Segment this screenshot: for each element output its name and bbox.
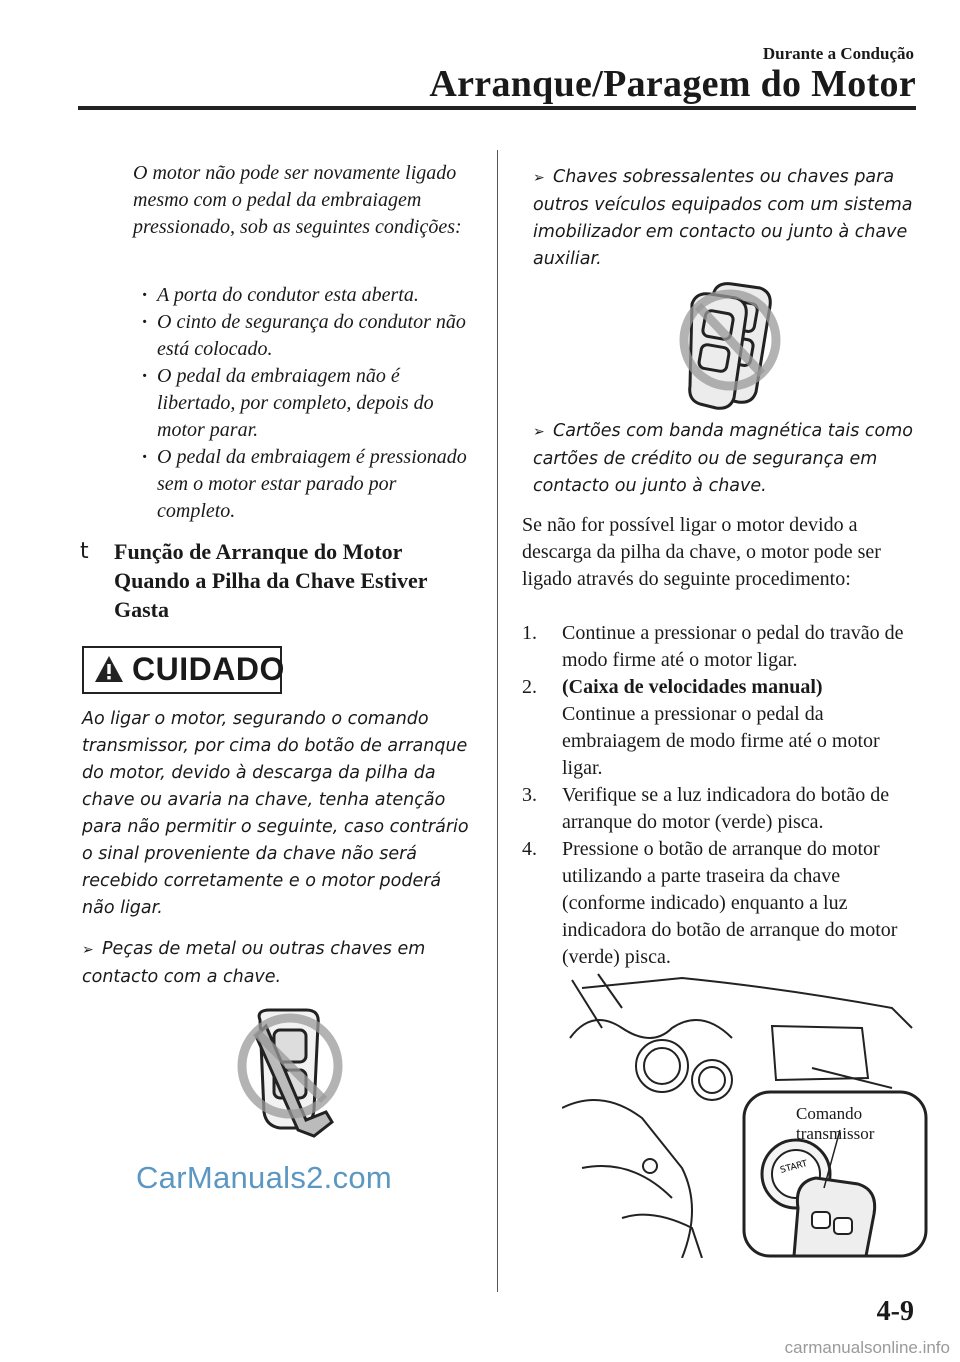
step-number: 1. — [522, 622, 537, 644]
header-rule — [78, 106, 916, 110]
figure-label-line: transmissor — [796, 1124, 875, 1143]
caution-box — [82, 646, 285, 694]
page-number: 4-9 — [876, 1296, 914, 1327]
footer-url: carmanualsonline.info — [784, 1338, 950, 1357]
condition-item: · A porta do condutor esta aberta. — [140, 282, 470, 309]
step-bold-text: (Caixa de velocidades manual) — [562, 676, 823, 698]
arrow-bullet-icon: ➢ — [533, 170, 545, 186]
arrow-bullet-icon: ➢ — [533, 424, 545, 440]
figure-label — [796, 1104, 874, 1144]
step-number: 3. — [522, 784, 537, 806]
watermark: CarManuals2.com — [136, 1160, 393, 1195]
caution-item-text: Cartões com banda magnética tais como cartões de crédito ou de segurança em contacto ou junto à chave. — [533, 421, 913, 496]
procedure-steps — [522, 620, 922, 971]
step-text: Verifique se a luz indicadora do botão de arranque do motor (verde) pisca. — [562, 784, 890, 833]
warning-icon — [94, 654, 124, 684]
page-title: Arranque/Paragem do Motor — [429, 63, 916, 105]
procedure-step — [522, 836, 922, 971]
caution-label: CUIDADO — [132, 651, 285, 687]
procedure-step — [522, 674, 922, 782]
caution-item-text: Peças de metal ou outras chaves em contacto com a chave. — [82, 939, 426, 987]
condition-item: · O pedal da embraiagem não é libertado, por completo, depois do motor parar. — [140, 363, 470, 444]
procedure-step — [522, 620, 922, 674]
chapter-label: Durante a Condução — [762, 44, 914, 63]
intro-note: O motor não pode ser novamente ligado mesmo com o pedal da embraiagem pressionado, sob as seguintes condições: — [133, 162, 462, 238]
caution-item — [533, 418, 925, 500]
procedure-intro: Se não for possível ligar o motor devido a descarga da pilha da chave, o motor pode ser ligado através do seguinte procedimento: — [522, 514, 881, 590]
two-keys-figure — [674, 276, 782, 414]
step-number: 4. — [522, 838, 537, 860]
column-divider — [497, 150, 498, 1292]
caution-item-text: Chaves sobressalentes ou chaves para outros veículos equipados com um sistema imobilizador em contacto ou junto à chave auxiliar. — [533, 167, 913, 269]
step-text: Continue a pressionar o pedal do travão de modo firme até o motor ligar. — [562, 622, 904, 671]
condition-list — [140, 282, 470, 525]
figure-label-line: Comando — [796, 1104, 863, 1123]
section-heading: Função de Arranque do Motor Quando a Pilha da Chave Estiver Gasta — [114, 539, 428, 622]
caution-item — [533, 164, 925, 273]
section-marker: t — [80, 539, 89, 564]
caution-text: Ao ligar o motor, segurando o comando transmissor, por cima do botão de arranque do motor, devido à descarga da pilha da chave ou avaria na chave, tenha atenção para não permitir o seguinte, caso contrário o sinal proveniente da chave não será recebido corretamente e o motor poderá não ligar. — [82, 709, 469, 918]
start-button-text: START — [779, 1159, 809, 1176]
step-text: Continue a pressionar o pedal da embraiagem de modo firme até o motor ligar. — [562, 703, 880, 779]
procedure-step — [522, 782, 922, 836]
key-with-metal-figure — [236, 1000, 344, 1142]
condition-item: · O pedal da embraiagem é pressionado sem o motor estar parado por completo. — [140, 444, 470, 525]
condition-item: · O cinto de segurança do condutor não está colocado. — [140, 309, 470, 363]
step-text: Pressione o botão de arranque do motor utilizando a parte traseira da chave (conforme indicado) enquanto a luz indicadora do botão de arranque do motor (verde) pisca. — [562, 838, 898, 968]
arrow-bullet-icon: ➢ — [82, 942, 94, 958]
caution-item — [82, 936, 474, 991]
step-number: 2. — [522, 676, 537, 698]
